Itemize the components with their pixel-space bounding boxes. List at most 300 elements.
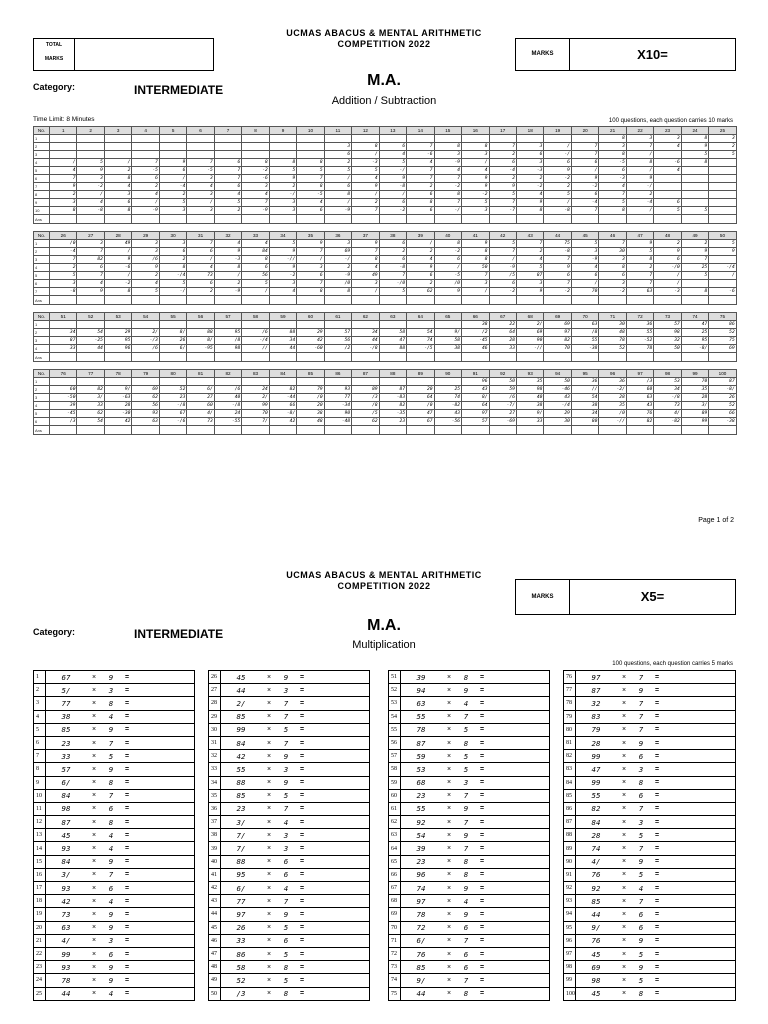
question-cell[interactable]: [221, 947, 370, 960]
answer-cell[interactable]: [544, 215, 571, 224]
answer-cell[interactable]: [132, 353, 159, 362]
question-cell[interactable]: [46, 921, 195, 934]
answer-cell[interactable]: [352, 215, 379, 224]
number-cell: 3: [462, 151, 489, 159]
question-cell[interactable]: [401, 868, 550, 881]
question-cell[interactable]: [221, 842, 370, 855]
answer-cell[interactable]: [104, 426, 131, 435]
question-cell[interactable]: [576, 974, 736, 987]
answer-cell[interactable]: [626, 215, 653, 224]
answer-cell[interactable]: [599, 353, 626, 362]
table-row: [34, 240, 737, 248]
question-cell[interactable]: [401, 829, 550, 842]
answer-cell[interactable]: [516, 353, 543, 362]
question-cell[interactable]: [46, 750, 195, 763]
table-row: [209, 776, 370, 789]
question-cell[interactable]: [576, 816, 736, 829]
number-cell: 5: [379, 288, 406, 296]
question-cell[interactable]: [401, 697, 550, 710]
question-cell[interactable]: [221, 750, 370, 763]
question-cell[interactable]: [221, 921, 370, 934]
question-cell[interactable]: [46, 684, 195, 697]
answer-cell[interactable]: [599, 426, 626, 435]
answer-cell[interactable]: [269, 426, 296, 435]
question-cell[interactable]: [221, 829, 370, 842]
table-row: [389, 882, 550, 895]
answer-cell[interactable]: [352, 426, 379, 435]
question-number: 99: [564, 974, 576, 987]
answer-cell[interactable]: [544, 426, 571, 435]
answer-cell[interactable]: [132, 296, 159, 305]
question-cell[interactable]: [576, 750, 736, 763]
number-cell: 6: [159, 167, 186, 175]
question-cell[interactable]: [46, 723, 195, 736]
table-row: [34, 961, 195, 974]
answer-cell[interactable]: [50, 215, 77, 224]
answer-cell[interactable]: [379, 296, 406, 305]
answer-cell[interactable]: [489, 353, 516, 362]
answer-cell[interactable]: [159, 296, 186, 305]
answer-cell[interactable]: [104, 215, 131, 224]
number-cell: /5: [489, 272, 516, 280]
answer-cell[interactable]: [654, 426, 681, 435]
question-cell[interactable]: [221, 684, 370, 697]
answer-cell[interactable]: [379, 215, 406, 224]
question-cell[interactable]: [576, 947, 736, 960]
answer-cell[interactable]: [462, 426, 489, 435]
answer-cell[interactable]: [214, 353, 241, 362]
answer-cell[interactable]: [407, 353, 434, 362]
answer-cell[interactable]: [516, 426, 543, 435]
multiplier: 4: [463, 698, 469, 708]
number-cell: /: [654, 280, 681, 288]
question-cell[interactable]: [221, 961, 370, 974]
answer-cell[interactable]: [407, 426, 434, 435]
question-cell[interactable]: [401, 736, 550, 749]
question-cell[interactable]: [46, 895, 195, 908]
question-number: 93: [564, 895, 576, 908]
question-cell[interactable]: [401, 750, 550, 763]
number-cell: 5: [132, 288, 159, 296]
answer-cell[interactable]: [407, 296, 434, 305]
question-cell[interactable]: [46, 829, 195, 842]
answer-cell[interactable]: [654, 215, 681, 224]
number-cell: 6: [214, 159, 241, 167]
number-cell: 9: [489, 183, 516, 191]
question-cell[interactable]: [46, 882, 195, 895]
answer-cell[interactable]: [77, 296, 104, 305]
question-cell[interactable]: [221, 802, 370, 815]
question-cell[interactable]: [46, 868, 195, 881]
answer-cell[interactable]: [352, 353, 379, 362]
equals-sign: =: [299, 805, 305, 813]
question-cell[interactable]: [221, 895, 370, 908]
answer-cell[interactable]: [269, 215, 296, 224]
question-number: 58: [242, 313, 269, 321]
row-index: 7: [34, 288, 50, 296]
question-cell[interactable]: [576, 671, 736, 684]
number-cell: 8: [242, 256, 269, 264]
answer-cell[interactable]: [242, 353, 269, 362]
page-footer: Page 1 of 2: [698, 517, 734, 524]
answer-cell[interactable]: [50, 296, 77, 305]
question-cell[interactable]: [576, 684, 736, 697]
answer-cell[interactable]: [544, 296, 571, 305]
answer-cell[interactable]: [626, 353, 653, 362]
number-cell: 82: [77, 256, 104, 264]
number-cell: 6: [407, 207, 434, 215]
answer-cell[interactable]: [379, 426, 406, 435]
number-cell: -/4: [709, 264, 736, 272]
times-sign: ×: [621, 937, 627, 945]
answer-cell[interactable]: [269, 296, 296, 305]
answer-cell[interactable]: [297, 215, 324, 224]
answer-cell[interactable]: [297, 426, 324, 435]
question-cell[interactable]: [401, 802, 550, 815]
answer-cell[interactable]: [132, 426, 159, 435]
question-cell[interactable]: [46, 776, 195, 789]
answer-cell[interactable]: [654, 296, 681, 305]
question-cell[interactable]: [576, 855, 736, 868]
answer-cell[interactable]: [654, 353, 681, 362]
question-cell[interactable]: [221, 736, 370, 749]
answer-cell[interactable]: [242, 426, 269, 435]
answer-cell[interactable]: [599, 296, 626, 305]
question-cell[interactable]: [46, 974, 195, 987]
question-cell[interactable]: [401, 816, 550, 829]
question-cell[interactable]: [576, 763, 736, 776]
question-cell[interactable]: [401, 763, 550, 776]
ans-label: Ans: [34, 296, 50, 305]
number-cell: 7: [571, 207, 598, 215]
equals-sign: =: [479, 845, 485, 853]
question-cell[interactable]: [46, 855, 195, 868]
question-number: 18: [516, 127, 543, 135]
question-cell[interactable]: [221, 763, 370, 776]
answer-cell[interactable]: [77, 353, 104, 362]
question-cell[interactable]: [46, 802, 195, 815]
number-cell: -/8: [352, 345, 379, 353]
number-cell: [50, 151, 77, 159]
answer-cell[interactable]: [159, 215, 186, 224]
number-cell: 77: [324, 394, 351, 402]
question-cell[interactable]: [46, 789, 195, 802]
number-cell: 7: [297, 248, 324, 256]
number-cell: 8: [352, 256, 379, 264]
number-cell: 5: [462, 199, 489, 207]
answer-cell[interactable]: [709, 215, 736, 224]
answer-cell[interactable]: [571, 353, 598, 362]
question-cell[interactable]: [221, 855, 370, 868]
number-cell: /: [77, 191, 104, 199]
question-cell[interactable]: [46, 934, 195, 947]
answer-cell[interactable]: [104, 296, 131, 305]
answer-cell[interactable]: [214, 296, 241, 305]
question-cell[interactable]: [401, 987, 550, 1000]
number-cell: -2: [462, 191, 489, 199]
number-cell: 98: [654, 329, 681, 337]
answer-cell[interactable]: [159, 353, 186, 362]
number-cell: /6: [242, 329, 269, 337]
question-cell[interactable]: [576, 882, 736, 895]
question-cell[interactable]: [46, 710, 195, 723]
multiplicand: 76: [591, 936, 601, 946]
answer-cell[interactable]: [681, 426, 708, 435]
multiplier: 3: [283, 830, 289, 840]
multiplier: 5: [283, 923, 289, 933]
answer-cell[interactable]: [434, 215, 461, 224]
answer-cell[interactable]: [462, 296, 489, 305]
answer-cell[interactable]: [516, 296, 543, 305]
ma-subtitle: Multiplication: [352, 639, 416, 651]
number-cell: [50, 378, 77, 386]
answer-cell[interactable]: [489, 296, 516, 305]
answer-cell[interactable]: [104, 353, 131, 362]
table-row: [389, 750, 550, 763]
question-cell[interactable]: [401, 710, 550, 723]
answer-cell[interactable]: [214, 215, 241, 224]
answer-cell[interactable]: [516, 215, 543, 224]
question-cell[interactable]: [576, 921, 736, 934]
answer-cell[interactable]: [599, 215, 626, 224]
number-cell: -44: [269, 394, 296, 402]
number-cell: 62: [352, 418, 379, 426]
times-sign: ×: [266, 910, 272, 918]
times-sign: ×: [446, 726, 452, 734]
question-cell[interactable]: [46, 842, 195, 855]
answer-cell[interactable]: [352, 296, 379, 305]
answer-cell[interactable]: [242, 215, 269, 224]
question-cell[interactable]: [576, 802, 736, 815]
question-cell[interactable]: [576, 829, 736, 842]
question-cell[interactable]: [46, 816, 195, 829]
multiplier: 3: [463, 778, 469, 788]
number-cell: /0: [434, 280, 461, 288]
times-sign: ×: [446, 686, 452, 694]
number-cell: 3: [159, 207, 186, 215]
number-cell: -/8: [654, 394, 681, 402]
answer-cell[interactable]: [159, 426, 186, 435]
question-cell[interactable]: [221, 908, 370, 921]
number-cell: -9: [324, 207, 351, 215]
question-cell[interactable]: [401, 895, 550, 908]
number-cell: 54: [407, 329, 434, 337]
multiplier: 9: [463, 883, 469, 893]
multiplicand: 32: [591, 698, 601, 708]
number-cell: 9: [50, 183, 77, 191]
answer-cell[interactable]: [187, 215, 214, 224]
number-cell: 7: [434, 199, 461, 207]
number-cell: 8: [324, 191, 351, 199]
question-number: 38: [209, 829, 221, 842]
question-cell[interactable]: [401, 723, 550, 736]
question-number: 55: [389, 723, 401, 736]
number-cell: 8: [462, 143, 489, 151]
number-cell: 5: [242, 280, 269, 288]
answer-cell[interactable]: [462, 353, 489, 362]
answer-cell[interactable]: [324, 215, 351, 224]
answer-cell[interactable]: [407, 215, 434, 224]
question-cell[interactable]: [401, 974, 550, 987]
number-cell: /: [462, 288, 489, 296]
question-cell[interactable]: [401, 684, 550, 697]
number-cell: [434, 378, 461, 386]
answer-cell[interactable]: [571, 296, 598, 305]
number-cell: 2: [407, 183, 434, 191]
number-cell: 8: [50, 207, 77, 215]
answer-cell[interactable]: [626, 296, 653, 305]
answer-cell[interactable]: [462, 215, 489, 224]
answer-cell[interactable]: [709, 296, 736, 305]
question-cell[interactable]: [221, 671, 370, 684]
row-index: 10: [34, 207, 50, 215]
question-cell[interactable]: [401, 855, 550, 868]
multiplier: 7: [283, 804, 289, 814]
question-cell[interactable]: [401, 882, 550, 895]
answer-cell[interactable]: [709, 353, 736, 362]
question-cell[interactable]: [576, 895, 736, 908]
answer-cell[interactable]: [187, 353, 214, 362]
answer-cell[interactable]: [324, 296, 351, 305]
number-cell: 8: [159, 264, 186, 272]
question-cell[interactable]: [401, 789, 550, 802]
question-cell[interactable]: [221, 776, 370, 789]
number-cell: [681, 280, 708, 288]
answer-cell[interactable]: [269, 353, 296, 362]
answer-cell[interactable]: [297, 353, 324, 362]
answer-cell[interactable]: [50, 426, 77, 435]
question-cell[interactable]: [576, 908, 736, 921]
question-cell[interactable]: [46, 763, 195, 776]
answer-cell[interactable]: [489, 426, 516, 435]
answer-cell[interactable]: [709, 426, 736, 435]
answer-cell[interactable]: [434, 426, 461, 435]
question-cell[interactable]: [401, 908, 550, 921]
number-cell: /0: [407, 402, 434, 410]
question-number: 100: [564, 987, 576, 1000]
answer-cell[interactable]: [434, 296, 461, 305]
question-cell[interactable]: [46, 987, 195, 1000]
question-cell[interactable]: [576, 776, 736, 789]
answer-cell[interactable]: [571, 426, 598, 435]
answer-cell[interactable]: [681, 215, 708, 224]
number-cell: 95: [681, 337, 708, 345]
question-number: 35: [209, 789, 221, 802]
answer-cell[interactable]: [77, 215, 104, 224]
question-cell[interactable]: [576, 842, 736, 855]
question-cell[interactable]: [576, 987, 736, 1000]
question-cell[interactable]: [221, 816, 370, 829]
question-cell[interactable]: [576, 789, 736, 802]
question-cell[interactable]: [46, 947, 195, 960]
multiplier: 9: [108, 962, 114, 972]
table-row: [209, 961, 370, 974]
question-cell[interactable]: [576, 710, 736, 723]
question-cell[interactable]: [401, 934, 550, 947]
question-number: 39: [407, 232, 434, 240]
answer-cell[interactable]: [626, 426, 653, 435]
row-index: 5: [34, 410, 50, 418]
answer-cell[interactable]: [324, 426, 351, 435]
question-cell[interactable]: [46, 908, 195, 921]
table-row: [209, 974, 370, 987]
question-cell[interactable]: [221, 934, 370, 947]
question-cell[interactable]: [401, 776, 550, 789]
answer-cell[interactable]: [242, 296, 269, 305]
answer-cell[interactable]: [571, 215, 598, 224]
question-cell[interactable]: [221, 882, 370, 895]
question-cell[interactable]: [576, 868, 736, 881]
answer-cell[interactable]: [489, 215, 516, 224]
answer-cell[interactable]: [187, 296, 214, 305]
question-cell[interactable]: [576, 723, 736, 736]
answer-cell[interactable]: [77, 426, 104, 435]
question-cell[interactable]: [221, 974, 370, 987]
answer-cell[interactable]: [50, 353, 77, 362]
question-cell[interactable]: [46, 961, 195, 974]
multiplier: 7: [463, 712, 469, 722]
question-cell[interactable]: [221, 723, 370, 736]
question-cell[interactable]: [46, 697, 195, 710]
question-cell[interactable]: [401, 961, 550, 974]
number-cell: 8/: [187, 337, 214, 345]
ma-subtitle: Addition / Subtraction: [331, 95, 437, 107]
question-number: 27: [77, 232, 104, 240]
table-row: [209, 750, 370, 763]
question-cell[interactable]: [401, 947, 550, 960]
question-cell[interactable]: [576, 961, 736, 974]
number-cell: 43: [462, 386, 489, 394]
question-cell[interactable]: [401, 671, 550, 684]
answer-cell[interactable]: [324, 353, 351, 362]
question-number: 76: [50, 370, 77, 378]
number-cell: 70: [242, 410, 269, 418]
answer-cell[interactable]: [681, 296, 708, 305]
question-cell[interactable]: [46, 671, 195, 684]
multiplicand: 26: [236, 923, 246, 933]
answer-cell[interactable]: [214, 426, 241, 435]
question-cell[interactable]: [576, 736, 736, 749]
question-cell[interactable]: [221, 710, 370, 723]
question-number: 70: [571, 313, 598, 321]
question-number: 31: [209, 736, 221, 749]
number-cell: /: [324, 175, 351, 183]
question-cell[interactable]: [401, 842, 550, 855]
question-cell[interactable]: [401, 921, 550, 934]
answer-cell[interactable]: [187, 426, 214, 435]
addition-block-3: [33, 312, 737, 362]
number-cell: 8: [297, 159, 324, 167]
number-cell: -2: [571, 183, 598, 191]
question-cell[interactable]: [221, 697, 370, 710]
answer-cell[interactable]: [132, 215, 159, 224]
question-cell[interactable]: [46, 736, 195, 749]
answer-cell[interactable]: [544, 353, 571, 362]
number-cell: [77, 378, 104, 386]
question-cell[interactable]: [221, 987, 370, 1000]
number-cell: 3: [599, 256, 626, 264]
question-cell[interactable]: [221, 789, 370, 802]
question-cell[interactable]: [576, 697, 736, 710]
number-cell: 9: [379, 175, 406, 183]
answer-cell[interactable]: [681, 353, 708, 362]
answer-cell[interactable]: [297, 296, 324, 305]
question-cell[interactable]: [576, 934, 736, 947]
question-cell[interactable]: [221, 868, 370, 881]
answer-cell[interactable]: [434, 353, 461, 362]
number-cell: -/4: [159, 272, 186, 280]
answer-cell[interactable]: [379, 353, 406, 362]
